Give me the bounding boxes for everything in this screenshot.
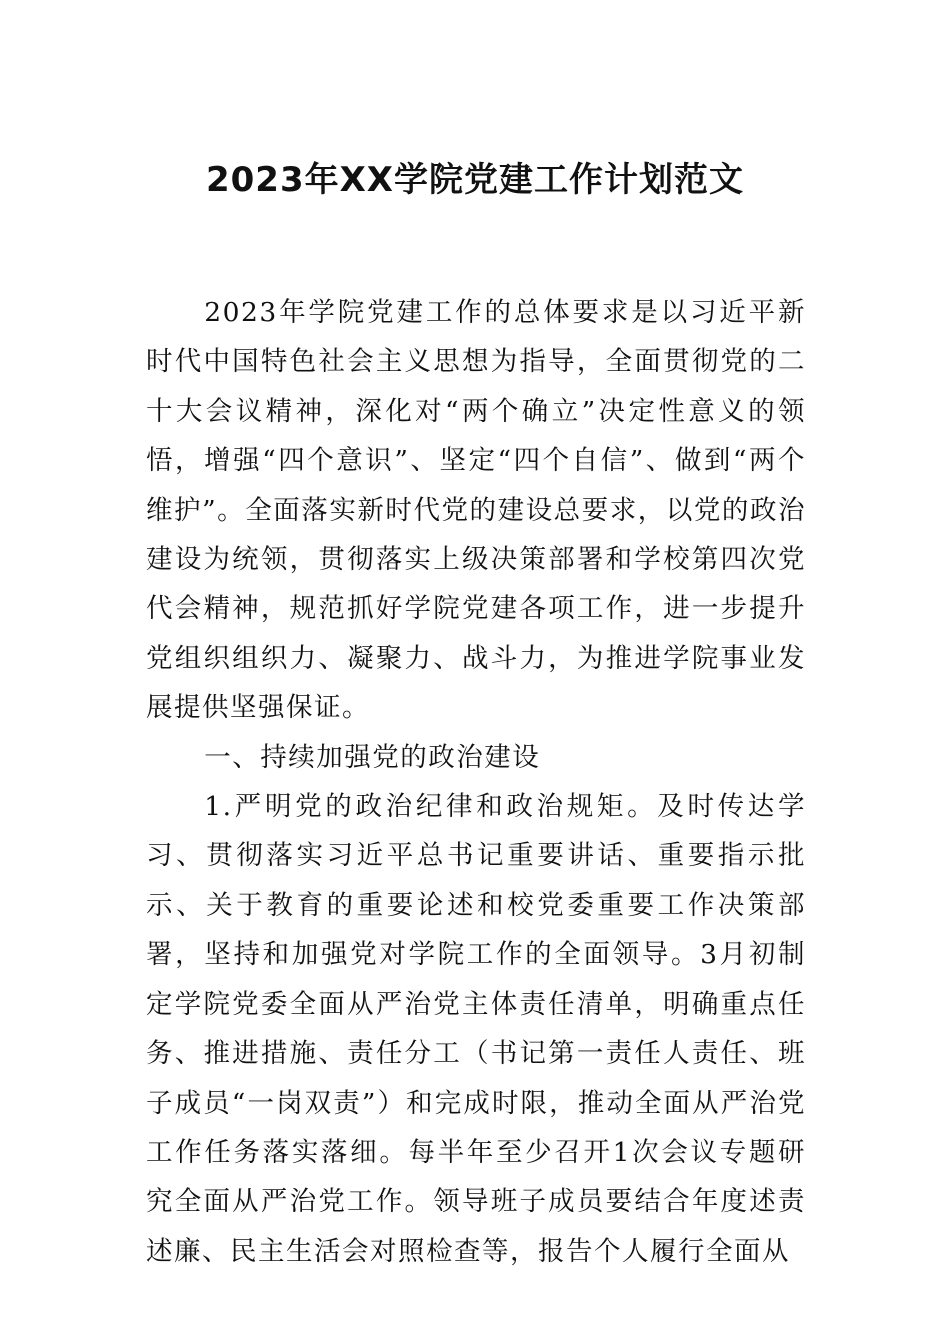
paragraph-intro: 2023年学院党建工作的总体要求是以习近平新时代中国特色社会主义思想为指导，全面贯彻党的二十大会议精神，深化对“两个确立”决定性意义的领悟，增强“四个意识”、坚定“四个自信”、做到“两个维护”。全面落实新时代党的建设总要求，以党的政治建设为统领，贯彻落实上级决策部署和学校第四次党代会精神，规范抓好学院党建各项工作，进一步提升党组织组织力、凝聚力、战斗力，为推进学院事业发展提供坚强保证。 [146,297,806,724]
paragraph-item-1: 1.严明党的政治纪律和政治规矩。及时传达学习、贯彻落实习近平总书记重要讲话、重要指示批示、关于教育的重要论述和校党委重要工作决策部署，坚持和加强党对学院工作的全面领导。3月初制定学院党委全面从严治党主体责任清单，明确重点任务、推进措施、责任分工（书记第一责任人责任、班子成员“一岗双责”）和完成时限，推动全面从严治党工作任务落实落细。每半年至少召开1次会议专题研究全面从严治党工作。领导班子成员要结合年度述责述廉、民主生活会对照检查等，报告个人履行全面从 [146,791,806,1267]
section-heading: 一、持续加强党的政治建设 [204,741,541,773]
document-body [146,288,806,1276]
document-title: 2023年XX学院党建工作计划范文 [205,160,745,200]
